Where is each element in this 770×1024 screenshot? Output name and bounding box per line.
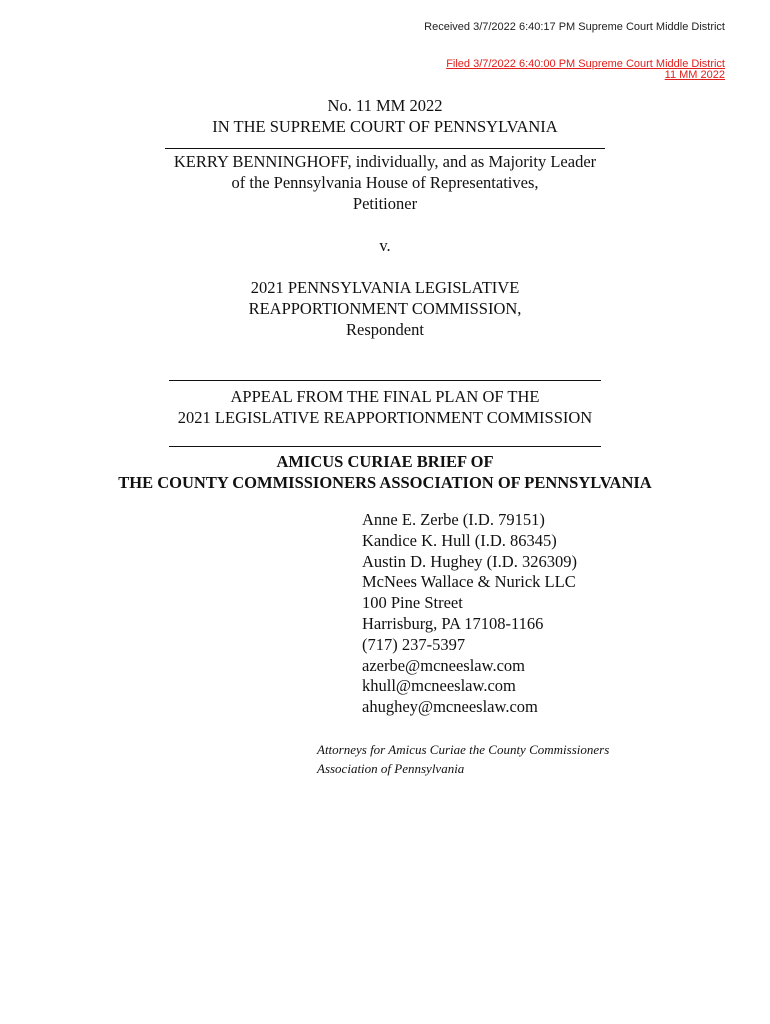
appeal-line-2: 2021 LEGISLATIVE REAPPORTIONMENT COMMISSION [177, 408, 593, 427]
counsel-line: Anne E. Zerbe (I.D. 79151) [362, 510, 545, 529]
respondent-role: Respondent [346, 320, 424, 339]
filed-stamp-line1: Filed 3/7/2022 6:40:00 PM Supreme Court Middle District [446, 58, 725, 70]
appeal-rule-bottom [169, 446, 601, 447]
email-address: azerbe@mcneeslaw.com [362, 655, 525, 675]
case-caption [0, 95, 770, 340]
counsel-block [362, 510, 577, 718]
docket-number: No. 11 MM 2022 [327, 96, 443, 115]
brief-title-line-1: AMICUS CURIAE BRIEF OF [276, 452, 494, 471]
appeal-rule-top [169, 380, 601, 381]
respondent-line-2: REAPPORTIONMENT COMMISSION, [248, 299, 522, 318]
city-state-zip: Harrisburg, PA 17108-1166 [362, 613, 544, 633]
firm-name: McNees Wallace & Nurick LLC [362, 572, 576, 592]
brief-title-line-2: THE COUNTY COMMISSIONERS ASSOCIATION OF PENNSYLVANIA [118, 473, 652, 492]
counsel-line: Austin D. Hughey (I.D. 326309) [362, 551, 577, 571]
caption-rule-top [165, 148, 605, 149]
petitioner-line-1: KERRY BENNINGHOFF, individually, and as Majority Leader [173, 152, 597, 171]
phone-number: (717) 237-5397 [362, 634, 466, 654]
filed-stamp-line2: 11 MM 2022 [664, 69, 725, 81]
petitioner-line-2: of the Pennsylvania House of Representatives, [231, 173, 539, 192]
attorneys-for [317, 740, 737, 778]
versus: v. [379, 236, 391, 255]
appeal-line-1: APPEAL FROM THE FINAL PLAN OF THE [230, 387, 540, 406]
petitioner-role: Petitioner [352, 194, 418, 213]
appeal-section [0, 365, 770, 493]
email-address: khull@mcneeslaw.com [362, 676, 516, 696]
attorneys-for-line-1: Attorneys for Amicus Curiae the County Commissioners [317, 742, 610, 757]
court-name: IN THE SUPREME COURT OF PENNSYLVANIA [212, 117, 558, 136]
respondent-line-1: 2021 PENNSYLVANIA LEGISLATIVE [250, 278, 520, 297]
attorneys-for-line-2: Association of Pennsylvania [317, 761, 465, 776]
counsel-line: Kandice K. Hull (I.D. 86345) [362, 530, 557, 550]
street-address: 100 Pine Street [362, 593, 463, 613]
filed-stamp [446, 59, 725, 81]
email-address: ahughey@mcneeslaw.com [362, 697, 538, 717]
received-stamp: Received 3/7/2022 6:40:17 PM Supreme Court Middle District [424, 21, 725, 33]
